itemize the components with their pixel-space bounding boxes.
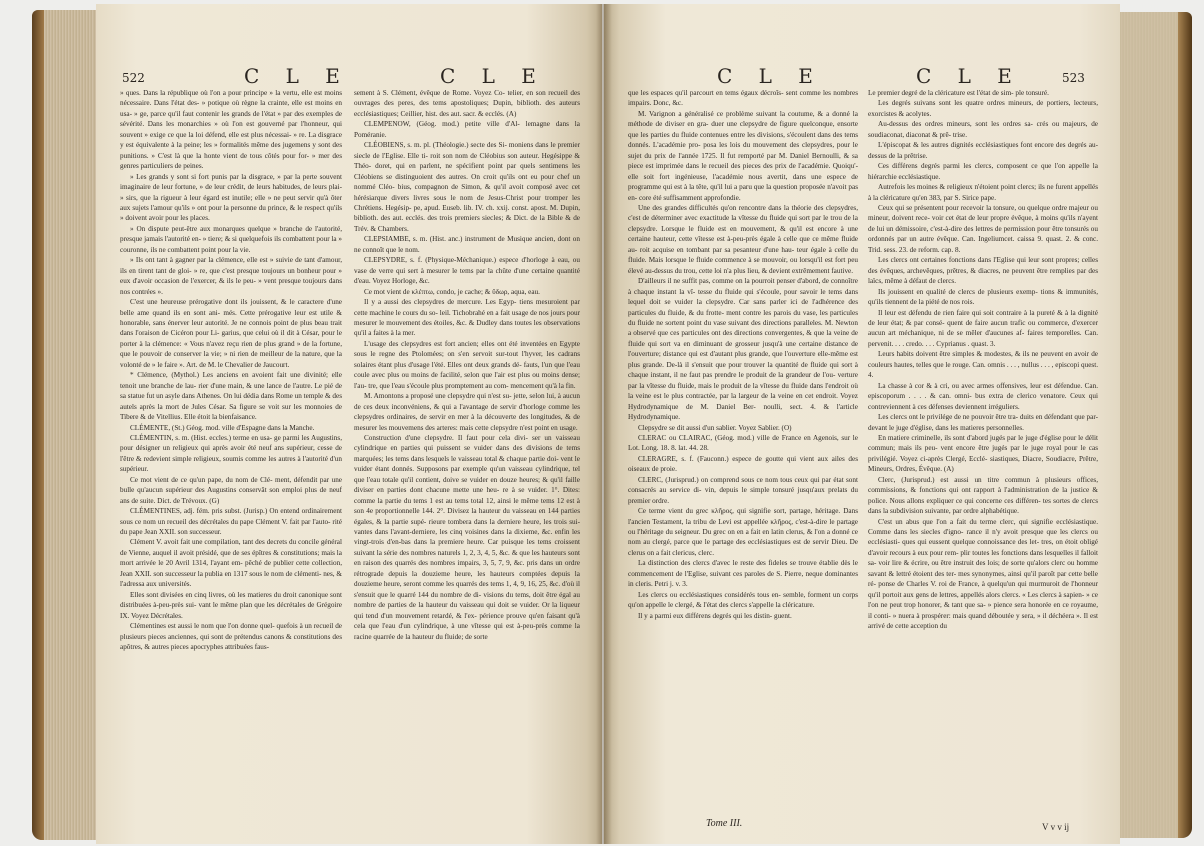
paragraph: Leurs habits doivent être simples & modestes, & ils ne peuvent en avoir de couleurs hautes, telles que le rouge. Can. omnis . . . , nullus . . . , episcopi quest. 4.	[868, 350, 1098, 380]
paragraph: CLEMPENOW, (Géog. mod.) petite ville d'Al- lemagne dans la Poméranie.	[354, 120, 580, 139]
paragraph: » Ils ont tant à gagner par la clémence, elle est » suivie de tant d'amour, ils en tirent tant de gloi- » re, que c'est presque toujours un bonheur pour » eux d'avoir occasion de l'exercer, & ils le peu- » vent presque toujours dans nos contrées ».	[120, 256, 342, 296]
paragraph: Le premier degré de la cléricature est l'état de sim- ple tonsuré.	[868, 89, 1049, 97]
paragraph: Les clercs ont certaines fonctions dans l'Eglise qui leur sont propres; celles des évêques, archevêques, prêtres, & diacres, ne peuvent être remplies par des laïcs, même à défaut de clercs.	[868, 256, 1098, 286]
paragraph: Ce mot vient de ce qu'un pape, du nom de Clé- ment, défendit par une bulle qu'aucun supérieur des Augustins conservât son emploi plus de neuf ans de suite. Dict. de Trévoux. (G)	[120, 475, 342, 505]
paragraph: que les espaces qu'il parcourt en tems égaux décroîs- sent comme les nombres impairs. Donc, &c.	[628, 89, 858, 108]
paragraph: C'est une heureuse prérogative dont ils jouissent, & le caractere d'une belle ame quand ils en sont ani- més. Cette prérogative leur est utile & honorable, sans énerver leur autorité. Je ne connois point de plus beau trait dans l'oraison de Cicéron pour Li- garius, que celui où il dit à César, pour le porter à la clémence: « Vous n'avez reçu rien de plus grand » de la fortune, que le pouvoir de conserver la vie; » ni rien de meilleur de la nature, que la volonté de » le faire ». Art. de M. le Chevalier de Jaucourt.	[120, 298, 342, 369]
paragraph: L'épiscopat & les autres dignités ecclésiastiques font encore des degrés au-dessus de la prêtrise.	[868, 141, 1098, 160]
paragraph: Au-dessus des ordres mineurs, sont les ordres sa- crés ou majeurs, de soudiaconat, diaconat & prê- trise.	[868, 120, 1098, 139]
paragraph: CLÉMENTE, (St.) Géog. mod. ville d'Espagne dans la Manche.	[130, 423, 315, 432]
paragraph: CLERC, (Jurisprud.) on comprend sous ce nom tous ceux qui par état sont consacrés au service di- vin, depuis le simple tonsuré jusqu'aux prelats du premier ordre.	[628, 475, 858, 505]
paragraph: Les clercs ont le privilége de ne pouvoir être tra- duits en défendant que par-devant le juge d'église, dans les matieres personnelles.	[868, 413, 1098, 432]
right-page-column-2	[868, 88, 1098, 816]
paragraph: CLEPSIAMBE, s. m. (Hist. anc.) instrument de Musique ancien, dont on ne connoît que le nom.	[354, 235, 580, 254]
right-page-number: 523	[1062, 71, 1085, 85]
right-running-head-b: C L E	[916, 64, 1022, 88]
paragraph: M. Amontons a proposé une clepsydre qui n'est su- jette, selon lui, à aucun de ces deux inconvéniens, & qui a l'avantage de servir d'horloge comme les clepsydres ordinaires, de servir en mer à la découverte des longitudes, & de mesurer les mouvemens des arteres: mais cette clepsydre n'est point en usage.	[354, 392, 580, 432]
paragraph: Construction d'une clepsydre. Il faut pour cela divi- ser un vaisseau cylindrique en parties qui puissent se vuider dans des divisions de tems marquées; les tems dans lesquels le vaisseau total & chaque partie doi- vent le vuider étant donnés. Supposons par exemple qu'un vaisseau cylindrique, tel que l'eau totale qu'il contient, doive se vuider en douze heures; & qu'il faille diviser en parties dont chacune mette une heu- re à se vuider. 1°. Dites: comme la partie du tems 1 est au tems total 12, ainsi le même tems 12 est à son 4e proportionnelle 144. 2°. Divisez la hauteur du vaisseau en 144 parties égales, & la partie supé- rieure tombera dans la derniere heure, les trois sui- vantes dans l'avant-derniere, les cinq voisines dans la dixieme, &c. enfin les vingt-trois d'en-bas dans la premiere heure. Car puisque les tems croissent suivant la série des nombres naturels 1, 2, 3, 4, 5, &c. & que les hauteurs sont en raison des quarrés des nombres impairs, 3, 5, 7, 9, &c. pris dans un ordre rétrograde depuis la douzieme heure, les hauteurs comptées depuis la douzieme heure, seront comme les quarrés des tems 1, 4, 9, 16, 25, &c. d'où il s'ensuit que le quarré 144 du nombre de di- visions du tems, doit être égal au nombre de parties de la hauteur du vaisseau qui doit se vuider. Or la liqueur qui tend d'un mouvement retardé, & l'ex- périence prouve qu'en faisant qu'à cela que l'eau d'un cylindrique, à une vîtesse qui est à-peu-près comme la racine quarrée de la hauteur du fluide; de sorte	[354, 433, 580, 641]
paragraph: En matiere criminelle, ils sont d'abord jugés par le juge d'église pour le délit commun; mais ils peu- vent encore être jugés par le juge royal pour le cas privilégié. Voyez ci-après Clergé, Ecclé- siastiques, Diacre, Soudiacre, Prêtre, Mineurs, Ordres, Évêque. (A)	[868, 433, 1098, 474]
paragraph: Clepsydre se dit aussi d'un sablier. Voyez Sablier. (O)	[638, 423, 792, 432]
paragraph: Les degrés suivans sont les quatre ordres mineurs, de portiers, lecteurs, exorcistes & acolytes.	[868, 99, 1098, 118]
paragraph: sement à S. Clément, évêque de Rome. Voyez Co- telier, en son recueil des ouvrages des peres, des tems apostoliques; Dupin, biblioth. des auteurs ecclésiastiques; Ceillier, hist. des aut. sacr. & ecclés. (A)	[354, 89, 580, 118]
paragraph: » ques. Dans la république où l'on a pour principe » la vertu, elle est moins nécessaire. Dans l'état des- » potique où règne la crainte, elle est moins en usa- » ge, parce qu'il faut contenir les grands de l'état » par des exemples de sévérité. Dans les monarchies » où l'on est gouverné par l'honneur, qui souvent » exige ce que la loi défend, elle est plus nécessai- » re. La disgrace y est équivalente à la peine; les » formalités même des jugemens y sont des punitions. » C'est là que la honte vient de tous côtés pour for- » mer des genres particuliers de peines.	[120, 89, 342, 171]
paragraph: CLÉMENTINES, adj. fém. pris subst. (Jurisp.) On entend ordinairement sous ce nom un recueil des décrétales du pape Clément V. fait par l'auto- rité du pape Jean XXII. son successeur.	[120, 507, 342, 537]
volume-signature: Tome III.	[706, 818, 743, 829]
paragraph: Elles sont divisées en cinq livres, où les matieres du droit canonique sont distribuées à-peu-près sui- vant le même plan que les décrétales de Grégoire IX. Voyez Décrétales.	[120, 590, 342, 620]
paragraph: CLÉMENTIN, s. m. (Hist. eccles.) terme en usa- ge parmi les Augustins, pour désigner un religieux qui après avoir été neuf ans supérieur, cesse de l'être & redevient simple religieux, soumis comme les autres à l'autorité d'un supérieur.	[120, 433, 342, 474]
paragraph: » On dispute peut-être aux monarques quelque » branche de l'autorité, presque jamais l'autorité en- » tiere; & si quelquefois ils combattent pour la » couronne, ils ne combattent point pour la vie.	[120, 224, 342, 254]
paragraph: Ce terme vient du grec κλῆρος, qui signifie sort, partage, héritage. Dans l'ancien Testament, la tribu de Levi est appellée κλῆρος, c'est-à-dire le partage ou l'héritage du seigneur. Du grec on en a fait en latin clerus, & l'on a donné ce nom au clergé, parce que le partage des ecclésiastiques est de servir Dieu. De clerus on a fait clericus, clerc.	[628, 507, 858, 557]
paragraph: C'est un abus que l'on a fait du terme clerc, qui signifie ecclésiastique. Comme dans les siecles d'igno- rance il n'y avoit presque que les clercs ou ecclésiasti- ques qui eussent quelque connoissance des let- tres, on étoit obligé d'avoir recours à eux pour rem- plir toutes les fonctions dans lesquelles il falloit sa- voir lire & écrire, ou être instruit des lois; de sorte qu'alors clerc ou homme savant & lettré étoient des ter- mes synonymes, ainsi qu'il paroît par cette belle ré- ponse de Charles V. roi de France, à quelqu'un qui murmuroit de l'honneur qu'il portoit aux gens de lettres, appellés alors clercs. « Les clercs à sapien- » ce l'on ne peut trop honorer, & tant que sa- » pience sera honorée en ce royaume, il conti- » nuera à prospérer: mais quand déboutée y sera, » il déchéera ». Il est arrivé de cette acception du	[868, 517, 1098, 631]
paragraph: Les clercs ou ecclésiastiques considérés tous en- semble, forment un corps qu'on appelle le clergé, & l'état des clercs s'appelle la cléricature.	[628, 590, 858, 610]
paragraph: CLÉOBIENS, s. m. pl. (Théologie.) secte des Si- moniens dans le premier siecle de l'Eglise. Elle ti- roit son nom de Cléobius son auteur. Hegésippe & Théo- doret, qui en parlent, ne spécifient point par quels sentimens les Cléobiens se distinguoient des autres. On croit qu'ils ont eu pour chef un nommé Cléo- bius, compagnon de Simon, & qu'il avoit composé avec cet hérésiarque divers livres sous le nom de Jesus-Christ pour tromper les Chrétiens. Hegésip- pe, apud. Euseb. lib. IV. ch. xxij. const. apost. M. Dupin, biblioth. des aut. ecclés. des trois premiers siecles; & Dict. de la Bible & de Trév. & Chambers.	[354, 141, 580, 233]
paragraph: Il leur est défendu de rien faire qui soit contraire à la pureté & à la dignité de leur état; & par consé- quent de faire aucun trafic ou commerce, d'exercer aucun art méchanique, ni de se mêler d'aucunes af- faires temporelles. Can. pervenit. . . . credo. . . . Cyprianus . quast. 3.	[868, 308, 1098, 348]
right-page-column-1	[628, 88, 858, 816]
paragraph: Clémentines est aussi le nom que l'on donne quel- quefois à un recueil de plusieurs pieces anciennes, qui sont de prétendus canons & constitutions des apôtres, & autres pieces apocryphes attribuées faus-	[120, 622, 342, 652]
paragraph: Une des grandes difficultés qu'on rencontre dans la théorie des clepsydres, c'est de déterminer avec exactitude la vîtesse du fluide qui sort par le trou de la clepsydre. Lorsque le fluide est en mouvement, & qu'il est encore à une certaine hauteur, cette vîtesse est à-peu-près égale à celle que ce même fluide au- roit acquise en tombant par sa pesanteur d'une hau- teur égale à celle du fluide. Mais lorsque le fluide commence à se mouvoir, ou lorsqu'il est fort peu élevé au-dessus du trou, cette loi n'a plus lieu, & devient extrêmement fautive.	[628, 203, 858, 275]
paragraph: La chasse à cor & à cri, ou avec armes offensives, leur est défendue. Can. episcoporum . . . . & can. omni- bus extra de clerico venatore. Ceux qui contreviennent à ces défenses deviennent irréguliers.	[868, 381, 1098, 411]
paragraph: Ces différens degrés parmi les clercs, composent ce que l'on appelle la hiérarchie ecclésiastique.	[868, 162, 1098, 181]
paragraph: CLEPSYDRE, s. f. (Physique-Méchanique.) espece d'horloge à eau, ou vase de verre qui sert à mesurer le tems par la chûte d'une certaine quantité d'eau. Voyez Horloge, &c.	[354, 256, 580, 286]
paragraph: Autrefois les moines & religieux n'étoient point clercs; ils ne furent appellés à la cléricature qu'en 383, par S. Sirice pape.	[868, 183, 1098, 202]
paragraph: Clément V. avoit fait une compilation, tant des decrets du concile général de Vienne, auquel il avoit présidé, que de ses épîtres & constitutions; mais la mort arrivée le 20 Avril 1314, l'ayant em- pêché de publier cette collection, Jean XXII. son successeur la publia en 1317 sous le nom de clémenti- nes, & l'adressa aux universités.	[120, 538, 342, 589]
paragraph: M. Varignon a généralisé ce problème suivant la coutume, & a donné la méthode de diviser en gra- duer une clepsydre de figure quelconque, ensorte que les parties du fluide contenues entre les divisions, s'écoulent dans des tems donnés. L'académie pro- posa les lois du mouvement des clepsydres, pour le sujet du prix de l'année 1725. Il fut remporté par M. Daniel Bernoulli, & sa piece est imprimée dans le recueil des pieces des prix de l'académie. Quoiqu'- elle soit fort ingénieuse, l'académie nous avertit, dans une espece de programme qui est à la tête, qu'il lui a paru que la question proposée n'avoit pas en- core été suffisamment approfondie.	[628, 109, 858, 202]
left-page-number: 522	[122, 71, 145, 85]
left-running-head-b: C L E	[440, 64, 546, 88]
book-gutter	[596, 4, 612, 844]
paragraph: Il y a aussi des clepsydres de mercure. Les Egyp- tiens mesuroient par cette machine le cours du so- leil. Tichobrahé en a fait usage de nos jours pour mesurer le mouvement des étoiles, &c. & Dudley dans toutes les observations qu'il a faites à la mer.	[354, 298, 580, 338]
left-running-head-a: C L E	[244, 64, 350, 88]
right-fore-edge	[1117, 12, 1192, 838]
left-page-column-2	[354, 88, 580, 830]
paragraph: CLERAGRE, s. f. (Fauconn.) espece de goutte qui vient aux ailes des oiseaux de proie.	[628, 454, 858, 474]
paragraph: Clerc, (Jurisprud.) est aussi un titre commun à plusieurs offices, commissions, & fonctions qui ont rapport à l'administration de la justice & police. Nous allons expliquer ce qui concerne ces différen- tes sortes de clercs dans la subdivision suivante, par ordre alphabétique.	[868, 475, 1098, 516]
paragraph: Il y a parmi eux différens degrés qui les distin- guent.	[638, 611, 792, 620]
paragraph: » Les grands y sont si fort punis par la disgrace, » par la perte souvent imaginaire de leur fortune, » de leur crédit, de leurs habitudes, de leurs plai- » sirs, que la rigueur à leur égard est inutile; elle » ne peut servir qu'à ôter aux sujets l'amour qu'ils » ont pour la personne du prince, & le respect qu'ils » doivent avoir pour les places.	[120, 172, 342, 223]
left-fore-edge	[32, 10, 98, 840]
paragraph: CLERAC ou CLAIRAC, (Géog. mod.) ville de France en Agenois, sur le Lot. Long. 18. 8. lat. 44. 28.	[628, 433, 858, 453]
paragraph: Ceux qui se présentent pour recevoir la tonsure, ou quelque ordre majeur ou mineur, doivent rece- voir cet état de leur propre évêque, à moins qu'ils n'ayent de lui un démissoire, c'est-à-dire des lettres de permission pour être tonsurés ou ordonnés par un autre évêque. Can. Ingeliumcet. caissa 9. quast. 2. & conc. Trid. sess. 23. de reform. cap. 8.	[868, 203, 1098, 254]
paragraph: Ce mot vient de κλέπτω, condo, je cache; & ὕδωρ, aqua, eau.	[364, 287, 540, 296]
paragraph: L'usage des clepsydres est fort ancien; elles ont été inventées en Egypte sous le regne des Ptolomées; on s'en servoit sur-tout l'hyver, les cadrans solaires étant plus d'usage l'été. Elles ont deux grands dé- fauts, l'un que l'eau coule avec plus ou moins de facilité, selon que l'air est plus ou moins dense; l'au- tre, que l'eau s'écoule plus promptement au com- mencement qu'à la fin.	[354, 339, 580, 390]
signature-mark: V v v ij	[1042, 822, 1070, 832]
left-page-column-1	[120, 88, 342, 830]
right-running-head-a: C L E	[717, 64, 823, 88]
paragraph: D'ailleurs il ne suffit pas, comme on la pourroit penser d'abord, de connoître à chaque instant la vî- tesse du fluide qui s'écoule, pour savoir le tems dans lequel doit se vuider la clepsydre. Car sans parler ici de l'adhérence des particules du fluide, & du frotte- ment contre les parois du vase, les particules du fluide ne sortent point du vase suivant des directions paralleles. M. Newton a observé que ces particules ont des directions convergentes, & que la veine de fluide qui sort va en diminuant de grosseur jusqu'à une certaine distance de l'ouverture; distance qui est d'autant plus grande, que l'ouverture elle-même est plus grande. De-là il s'ensuit que pour trouver la quantité de fluide qui sort à chaque instant, il ne faut pas prendre le produit de la grandeur de l'ou- verture par la vîtesse du fluide, mais le produit de la vîtesse du fluide dans l'endroit où la veine est le plus contractée, par la largeur de la veine en cet endroit. Voyez Hydrodynamique de M. Daniel Ber- noulli, sect. 4. & l'article Hydrodynamique.	[628, 277, 858, 422]
paragraph: * Clémence, (Mythol.) Les anciens en avoient fait une divinité; elle tenoit une branche de lau- rier d'une main, & une lance de l'autre. Le pié de sa statue fut un asyle dans Athenes. On lui dédia dans Rome un temple & des autels après la mort de Jules César. Sa figure se voit sur les monnoies de Tibere & de Vitellius. Elle étoit la bienfaisance.	[120, 371, 342, 422]
paragraph: La distinction des clercs d'avec le reste des fideles se trouve établie dès le commencement de l'Eglise, suivant ces paroles de S. Pierre, neque dominantes in cleris. Petri j. v. 3.	[628, 559, 858, 589]
paragraph: Ils jouissent en qualité de clercs de plusieurs exemp- tions & immunités, qu'ils tiennent de la piété de nos rois.	[868, 287, 1098, 307]
